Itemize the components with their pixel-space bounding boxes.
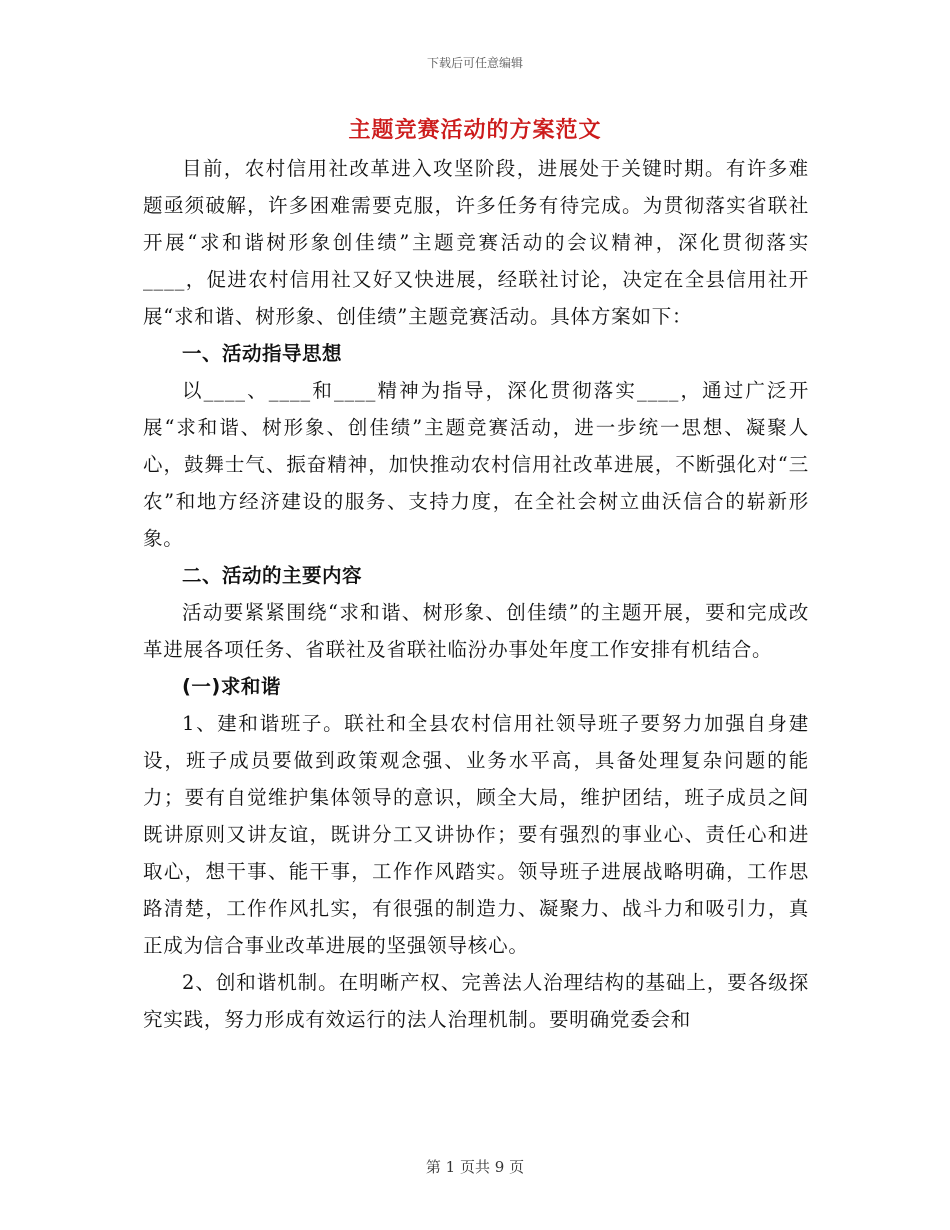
item-text-2: 创和谐机制。在明晰产权、完善法人治理结构的基础上，要各级探究实践，努力形成有效运行的法人治理机制。要明确党委会和 xyxy=(143,971,809,1031)
item-paragraph-harmonious-mechanism xyxy=(143,964,809,1038)
section-paragraph-guiding-ideology: 以____、____和____精神为指导，深化贯彻落实____，通过广泛开展“求和谐、树形象、创佳绩”主题竞赛活动，进一步统一思想、凝聚人心，鼓舞士气、振奋精神，加快推动农村信用社改革进展，不断强化对“三农”和地方经济建设的服务、支持力度，在全社会树立曲沃信合的崭新形象。 xyxy=(143,379,809,550)
page-header-note: 下载后可任意编辑 xyxy=(426,56,523,70)
section-heading-guiding-ideology: 一、活动指导思想 xyxy=(182,342,343,365)
item-number-1: 1、 xyxy=(182,712,218,735)
page-number-footer: 第 1 页共 9 页 xyxy=(425,1158,525,1176)
intro-paragraph: 目前，农村信用社改革进入攻坚阶段，进展处于关键时期。有许多难题亟须破解，许多困难需要克服，许多任务有待完成。为贯彻落实省联社开展“求和谐树形象创佳绩”主题竞赛活动的会议精神，深化贯彻落实____，促进农村信用社又好又快进展，经联社讨论，决定在全县信用社开展“求和谐、树形象、创佳绩”主题竞赛活动。具体方案如下： xyxy=(143,157,809,328)
item-paragraph-harmonious-team xyxy=(143,705,809,964)
section-paragraph-main-content: 活动要紧紧围绕“求和谐、树形象、创佳绩”的主题开展，要和完成改革进展各项任务、省联社及省联社临汾办事处年度工作安排有机结合。 xyxy=(143,601,809,661)
item-number-2: 2、 xyxy=(182,971,216,994)
document-body xyxy=(143,150,809,1038)
document-title: 主题竞赛活动的方案范文 xyxy=(348,118,602,143)
subsection-heading-harmony: (一)求和谐 xyxy=(182,675,281,698)
section-heading-main-content: 二、活动的主要内容 xyxy=(182,564,363,587)
item-text-1: 建和谐班子。联社和全县农村信用社领导班子要努力加强自身建设，班子成员要做到政策观念强、业务水平高，具备处理复杂问题的能力；要有自觉维护集体领导的意识，顾全大局，维护团结，班子成员之间既讲原则又讲友谊，既讲分工又讲协作；要有强烈的事业心、责任心和进取心，想干事、能干事，工作作风踏实。领导班子进展战略明确，工作思路清楚，工作作风扎实，有很强的制造力、凝聚力、战斗力和吸引力，真正成为信合事业改革进展的坚强领导核心。 xyxy=(143,712,809,957)
